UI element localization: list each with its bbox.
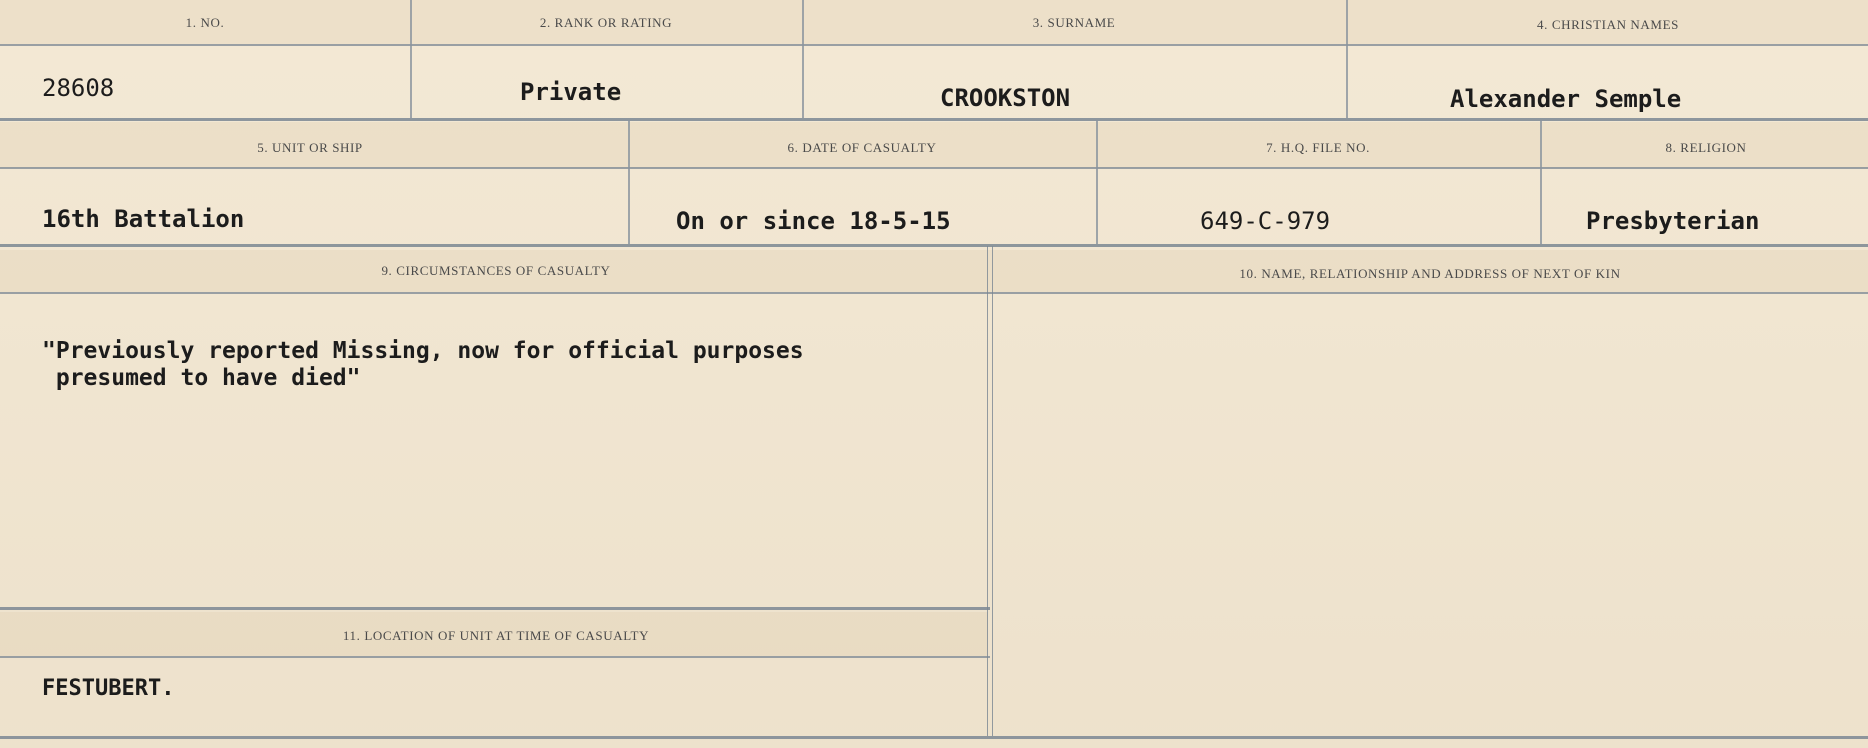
rule-row2-label: [0, 167, 1868, 169]
divider-9-10: [987, 246, 993, 736]
value-date: On or since 18-5-15: [676, 207, 951, 235]
label-next-of-kin: 10. NAME, RELATIONSHIP AND ADDRESS OF NEXT OF KIN: [1239, 266, 1621, 281]
rule-location-label: [0, 656, 990, 658]
label-christian-names: 4. CHRISTIAN NAMES: [1537, 17, 1679, 32]
value-rank: Private: [520, 78, 622, 106]
divider-3-4: [1346, 0, 1348, 118]
rule-row1-label: [0, 44, 1868, 46]
rule-card-bottom: [0, 736, 1868, 739]
divider-2-3: [802, 0, 804, 118]
divider-7-8: [1540, 120, 1542, 244]
label-circumstances: 9. CIRCUMSTANCES OF CASUALTY: [381, 263, 611, 278]
value-religion: Presbyterian: [1586, 207, 1760, 235]
rule-row1-bottom: [0, 118, 1868, 121]
value-hq-file: 649-C-979: [1200, 207, 1331, 235]
label-date: 6. DATE OF CASUALTY: [787, 140, 937, 155]
label-hq-file: 7. H.Q. FILE NO.: [1266, 140, 1370, 155]
rule-row3-label: [0, 292, 1868, 294]
value-surname: CROOKSTON: [940, 84, 1071, 112]
value-location: FESTUBERT.: [42, 676, 175, 701]
divider-5-6: [628, 120, 630, 244]
value-christian-names: Alexander Semple: [1450, 85, 1682, 113]
value-unit: 16th Battalion: [42, 205, 245, 233]
label-location: 11. LOCATION OF UNIT AT TIME OF CASUALTY: [342, 628, 650, 643]
divider-1-2: [410, 0, 412, 118]
value-no: 28608: [42, 74, 115, 102]
label-no: 1. NO.: [185, 15, 225, 30]
label-surname: 3. SURNAME: [1032, 15, 1116, 30]
value-circumstances: "Previously reported Missing, now for official purposes presumed to have died": [42, 338, 804, 391]
rule-circumstances-bottom: [0, 607, 990, 610]
rule-row2-bottom: [0, 244, 1868, 247]
label-rank: 2. RANK OR RATING: [539, 15, 673, 30]
label-religion: 8. RELIGION: [1665, 140, 1747, 155]
label-unit: 5. UNIT OR SHIP: [257, 140, 363, 155]
divider-6-7: [1096, 120, 1098, 244]
